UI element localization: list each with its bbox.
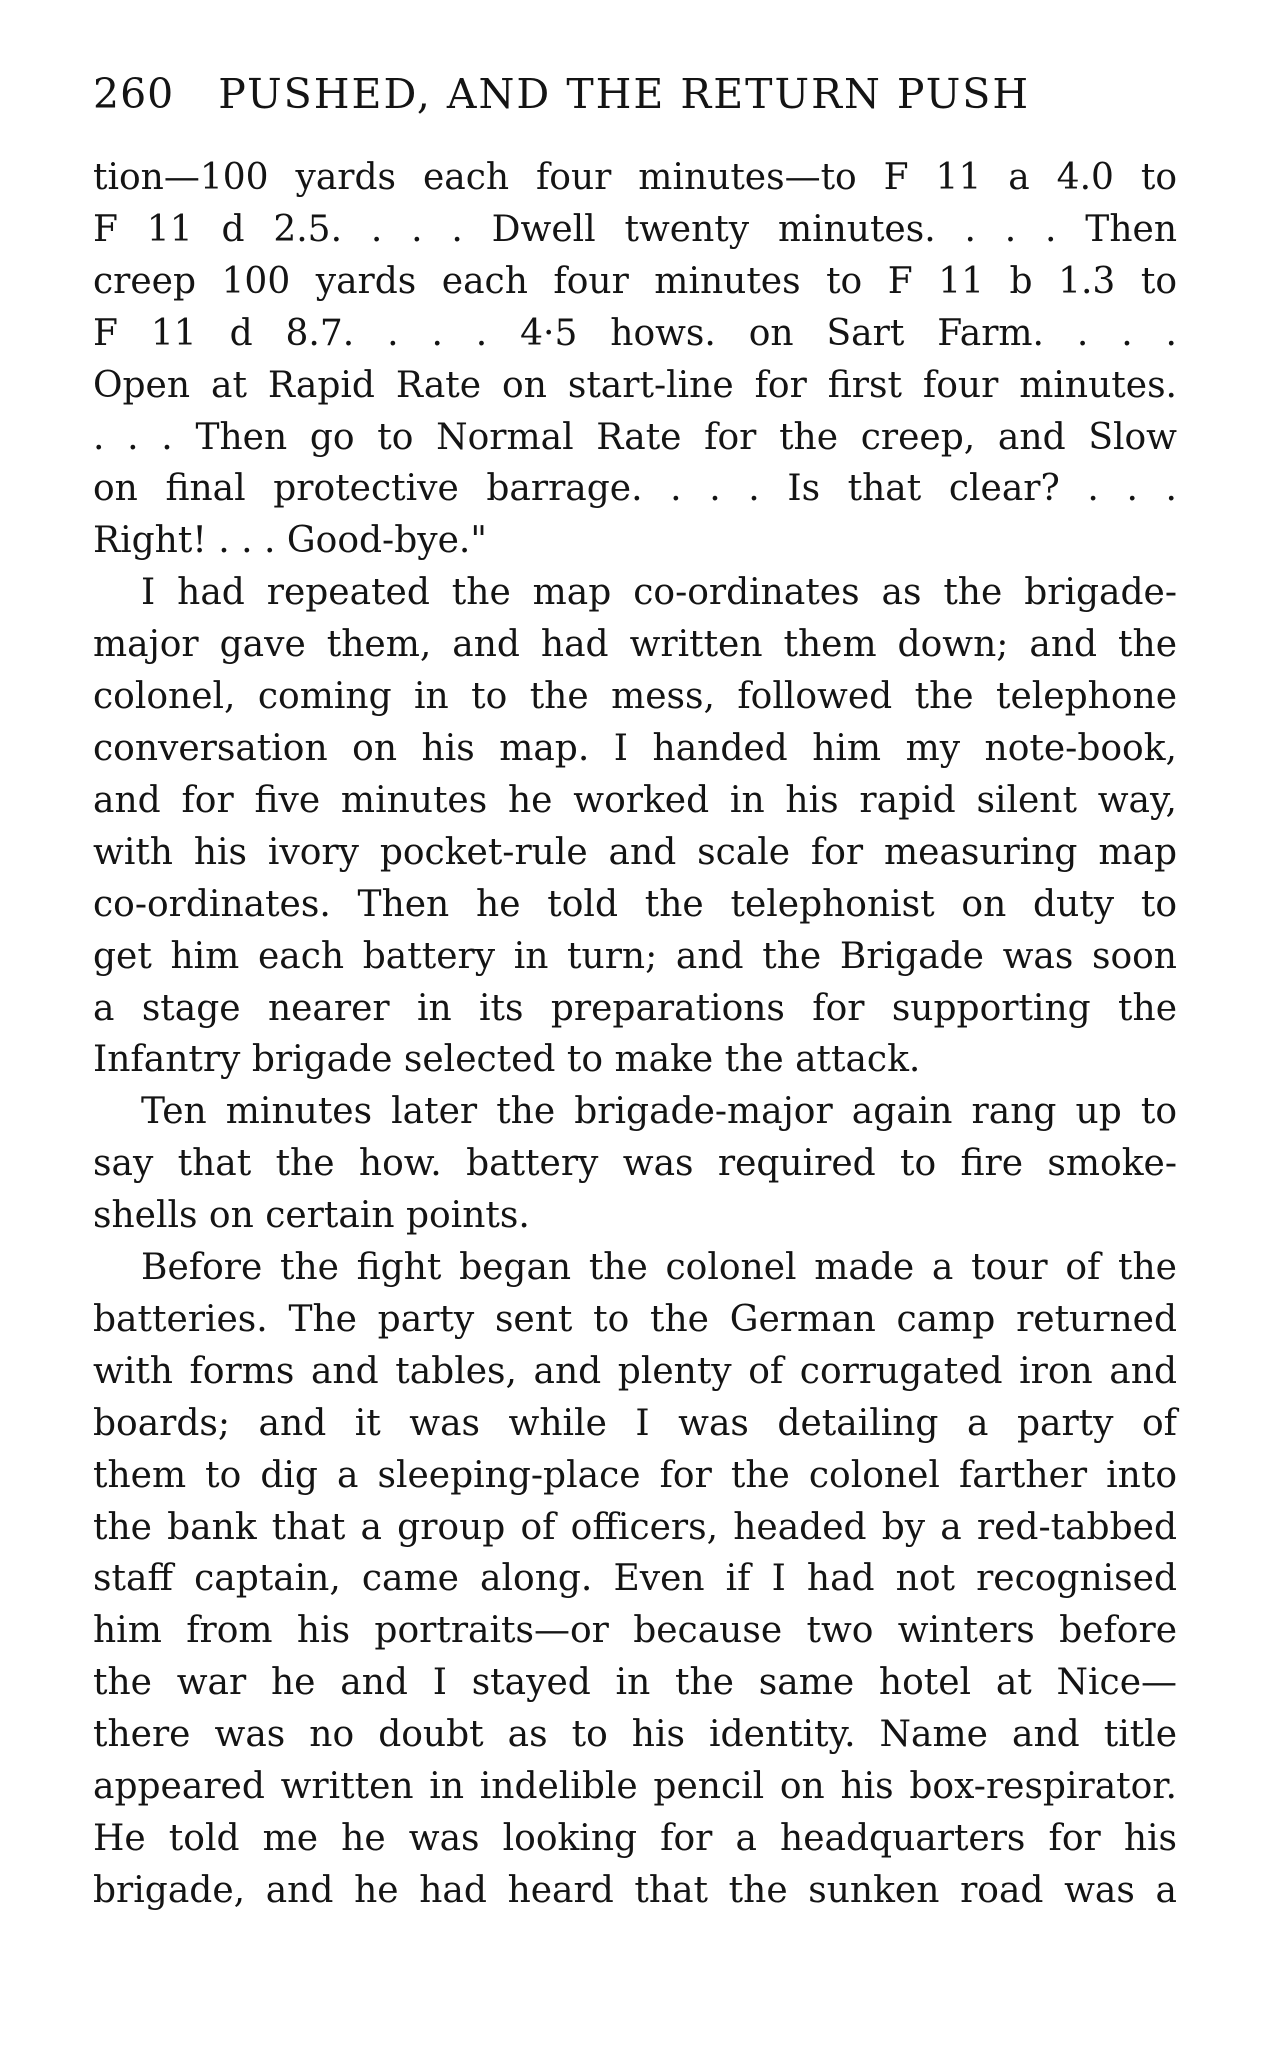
text-line: shells on certain points. <box>93 1195 530 1237</box>
text-line: He told me he was looking for a headquarters for his <box>93 1818 1177 1859</box>
text-line: conversation on his map. I handed him my note-book, <box>93 727 1177 769</box>
text-line: tion—100 yards each four minutes—to F 11 a 4.0 to <box>93 157 1177 198</box>
text-line: brigade, and he had heard that the sunken road was a <box>93 1869 1177 1911</box>
paragraph-3 <box>93 1086 1177 1242</box>
text-line: the bank that a group of officers, headed by a red-tabbed <box>93 1506 1177 1548</box>
text-line: co-ordinates. Then he told the telephonist on duty to <box>93 883 1177 925</box>
text-line: on final protective barrage. . . . Is that clear? . . . <box>93 468 1177 510</box>
text-line: batteries. The party sent to the German camp returned <box>93 1298 1177 1340</box>
text-line: F 11 d 2.5. . . . Dwell twenty minutes. . . . Then <box>93 208 1177 250</box>
text-line: with his ivory pocket-rule and scale for measuring map <box>93 831 1177 873</box>
text-line: colonel, coming in to the mess, followed the telephone <box>93 676 1177 718</box>
text-line: F 11 d 8.7. . . . 4·5 hows. on Sart Farm. . . . <box>93 312 1177 354</box>
text-line: creep 100 yards each four minutes to F 11 b 1.3 to <box>93 260 1177 302</box>
text-line: there was no doubt as to his identity. Name and title <box>93 1714 1177 1756</box>
text-line: . . . Then go to Normal Rate for the creep, and Slow <box>93 416 1177 458</box>
paragraph-2 <box>93 567 1177 1086</box>
paragraph-4 <box>93 1242 1177 1917</box>
text-line: Infantry brigade selected to make the attack. <box>93 1039 921 1081</box>
text-line: boards; and it was while I was detailing a party of <box>93 1402 1177 1444</box>
text-line: Ten minutes later the brigade-major again rang up to <box>141 1091 1177 1133</box>
text-line: appeared written in indelible pencil on his box-respirator. <box>93 1766 1177 1808</box>
text-line: Before the fight began the colonel made a tour of the <box>141 1247 1177 1289</box>
text-line: Open at Rapid Rate on start-line for first four minutes. <box>93 364 1177 406</box>
text-line: I had repeated the map co-ordinates as the brigade- <box>141 572 1177 614</box>
text-line: a stage nearer in its preparations for supporting the <box>93 987 1177 1029</box>
text-line: Right! . . . Good-bye." <box>93 520 487 562</box>
text-line: the war he and I stayed in the same hotel at Nice— <box>93 1662 1177 1704</box>
text-line: him from his portraits—or because two winters before <box>93 1610 1177 1652</box>
running-head <box>93 70 1177 140</box>
running-title: PUSHED, AND THE RETURN PUSH <box>218 70 1031 118</box>
text-line: major gave them, and had written them down; and the <box>93 624 1177 666</box>
page-number: 260 <box>93 70 175 118</box>
text-line: get him each battery in turn; and the Brigade was soon <box>93 935 1177 977</box>
text-line: and for five minutes he worked in his rapid silent way, <box>93 779 1177 821</box>
text-line: with forms and tables, and plenty of corrugated iron and <box>93 1350 1177 1392</box>
book-page <box>93 70 1177 1917</box>
paragraph-1 <box>93 152 1177 567</box>
text-line: them to dig a sleeping-place for the colonel farther into <box>93 1454 1177 1496</box>
text-line: say that the how. battery was required to fire smoke- <box>93 1143 1177 1185</box>
body-text <box>93 152 1177 1917</box>
text-line: staff captain, came along. Even if I had not recognised <box>93 1558 1177 1600</box>
